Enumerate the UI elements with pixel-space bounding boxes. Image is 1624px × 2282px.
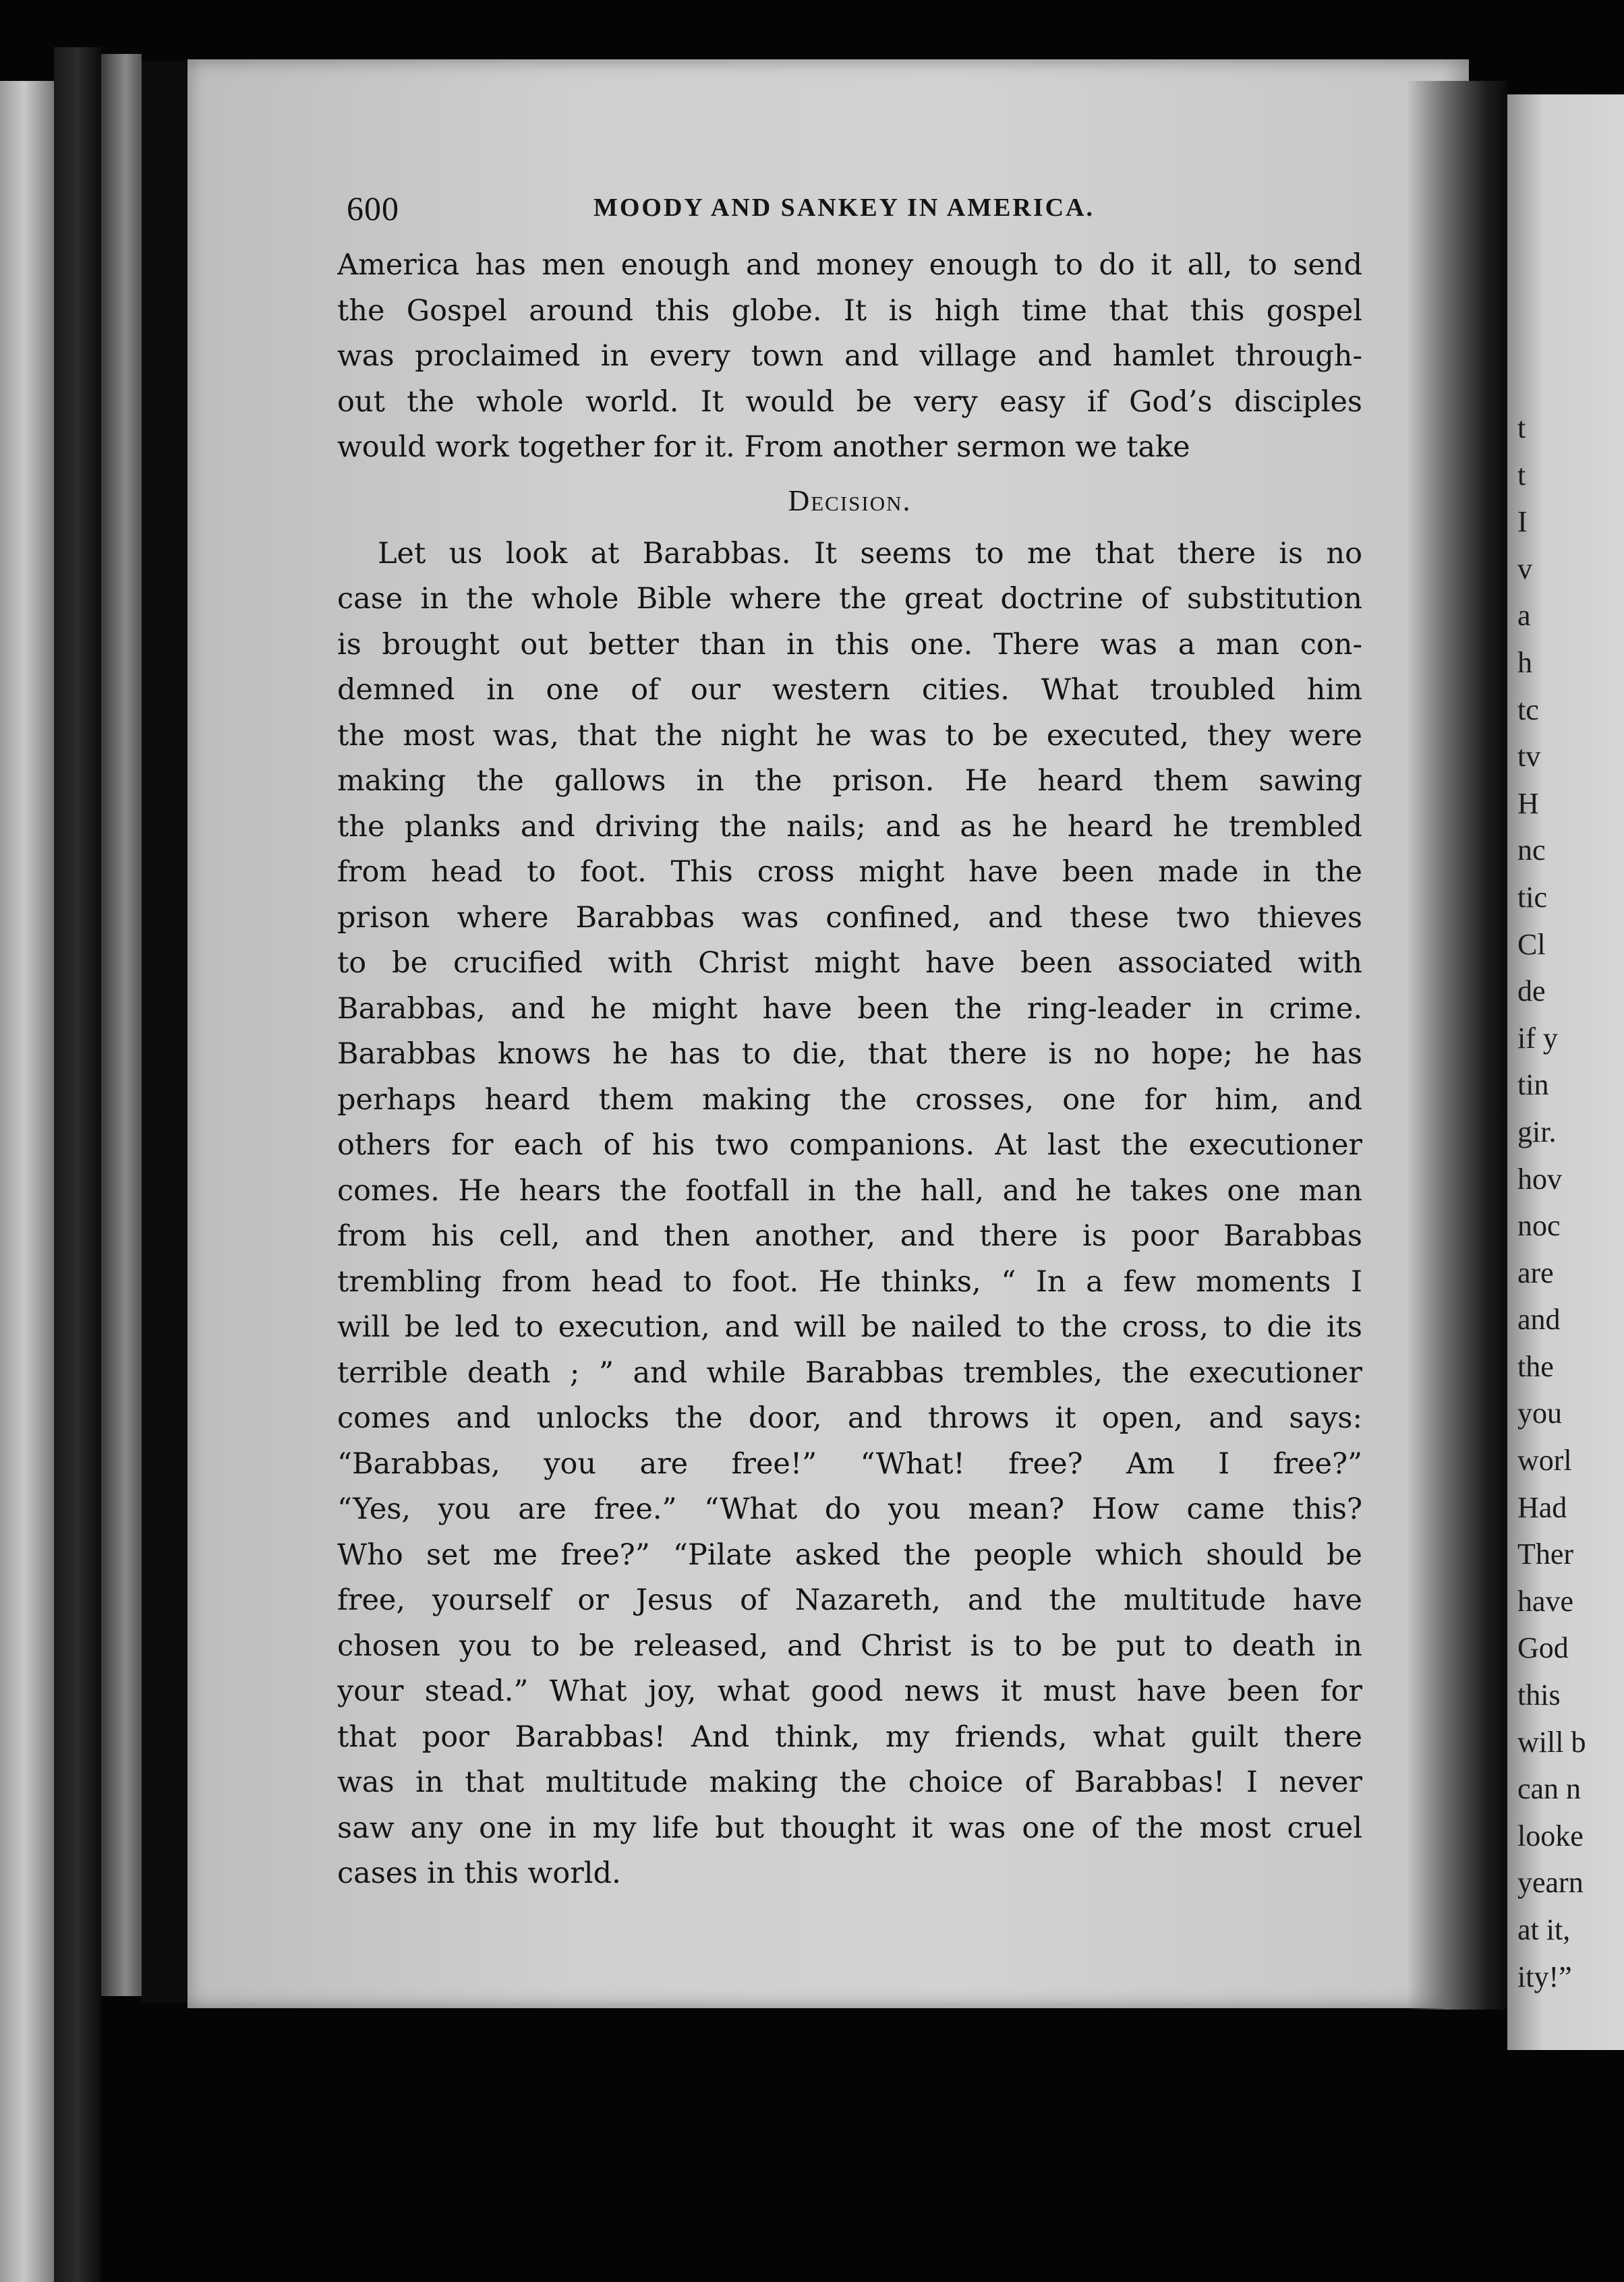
running-head <box>337 189 1362 243</box>
paragraph-intro <box>337 243 1362 471</box>
adjacent-text-fragment: yearn <box>1517 1866 1584 1900</box>
adjacent-text-fragment: at it, <box>1517 1913 1571 1946</box>
adjacent-text-fragment: hov <box>1517 1162 1562 1196</box>
text-line: the most was, that the night he was to be executed, they were <box>337 718 1362 753</box>
text-line: America has men enough and money enough to do it all, to send <box>337 248 1362 282</box>
adjacent-text-fragment: a <box>1517 599 1531 633</box>
text-line: Barabbas, and he might have been the ring-leader in crime. <box>337 991 1362 1026</box>
adjacent-text-fragment: Had <box>1517 1490 1567 1524</box>
page-number: 600 <box>347 189 399 227</box>
adjacent-text-fragment: looke <box>1517 1819 1584 1852</box>
text-line: the Gospel around this globe. It is high time that this gospel <box>337 293 1362 328</box>
text-line: is brought out better than in this one. There was a man con- <box>337 627 1362 662</box>
text-line: others for each of his two companions. At last the executioner <box>337 1128 1362 1162</box>
text-line: demned in one of our western cities. What troubled him <box>337 673 1362 707</box>
adjacent-text-fragment: de <box>1517 974 1546 1008</box>
text-line: saw any one in my life but thought it was one of the most cruel <box>337 1811 1362 1845</box>
text-line: chosen you to be released, and Christ is to be put to death in <box>337 1629 1362 1663</box>
adjacent-text-fragment: tc <box>1517 693 1539 726</box>
adjacent-text-fragment: tv <box>1517 740 1541 773</box>
text-line: “Yes, you are free.” “What do you mean? How came this? <box>337 1492 1362 1526</box>
page-content <box>337 189 1362 1897</box>
adjacent-text-fragment: God <box>1517 1631 1569 1665</box>
text-line: Barabbas knows he has to die, that there is no hope; he has <box>337 1037 1362 1071</box>
text-line: free, yourself or Jesus of Nazareth, and the multitude have <box>337 1583 1362 1617</box>
adjacent-text-fragment: tic <box>1517 880 1547 914</box>
adjacent-text-fragment: can n <box>1517 1772 1582 1806</box>
text-line: cases in this world. <box>337 1856 621 1890</box>
text-line: will be led to execution, and will be nailed to the cross, to die its <box>337 1310 1362 1344</box>
section-heading: Decision. <box>788 484 912 517</box>
adjacent-text-fragment: you <box>1517 1397 1562 1430</box>
text-line: comes and unlocks the door, and throws it open, and says: <box>337 1401 1362 1435</box>
text-line: your stead.” What joy, what good news it must have been for <box>337 1674 1362 1708</box>
text-line: to be crucified with Christ might have been associated with <box>337 946 1362 980</box>
text-line: that poor Barabbas! And think, my friends, what guilt there <box>337 1720 1362 1754</box>
adjacent-text-fragment: Cl <box>1517 927 1546 961</box>
adjacent-text-fragment: nc <box>1517 833 1546 867</box>
text-line: case in the whole Bible where the great doctrine of substitution <box>337 582 1362 616</box>
adjacent-text-fragment: ity!” <box>1517 1960 1572 1993</box>
running-title: MOODY AND SANKEY IN AMERICA. <box>593 194 1095 222</box>
adjacent-text-fragment: noc <box>1517 1209 1561 1243</box>
adjacent-text-fragment: v <box>1517 552 1532 585</box>
text-line: trembling from head to foot. He thinks, “ In a few moments I <box>337 1264 1362 1299</box>
adjacent-text-fragment: tin <box>1517 1068 1549 1102</box>
book-edge-left <box>0 81 54 2282</box>
text-line: perhaps heard them making the crosses, one for him, and <box>337 1082 1362 1117</box>
text-line: terrible death ; ” and while Barabbas trembles, the executioner <box>337 1355 1362 1390</box>
text-line: from his cell, and then another, and there is poor Barabbas <box>337 1219 1362 1253</box>
adjacent-text-fragment: I <box>1517 505 1528 539</box>
adjacent-text-fragment: gir. <box>1517 1115 1557 1148</box>
adjacent-text-fragment: if y <box>1517 1021 1558 1055</box>
adjacent-text-fragment: Ther <box>1517 1538 1574 1571</box>
text-line: the planks and driving the nails; and as he heard he trembled <box>337 809 1362 844</box>
adjacent-text-fragment: this <box>1517 1678 1561 1712</box>
adjacent-text-fragment: have <box>1517 1584 1574 1618</box>
adjacent-text-fragment: and <box>1517 1303 1561 1337</box>
text-line: “Barabbas, you are free!” “What! free? Am I free?” <box>337 1446 1362 1481</box>
paragraph-decision <box>337 531 1362 1897</box>
text-line: out the whole world. It would be very easy if God’s disciples <box>337 384 1362 419</box>
text-line: Let us look at Barabbas. It seems to me that there is no <box>378 536 1362 570</box>
cover-board <box>142 61 189 2003</box>
adjacent-text-fragment: h <box>1517 645 1532 679</box>
adjacent-text-fragment: are <box>1517 1256 1554 1289</box>
page-stack-edge <box>101 54 142 1996</box>
text-line: comes. He hears the footfall in the hall, and he takes one man <box>337 1173 1362 1208</box>
adjacent-text-fragment: t <box>1517 411 1526 444</box>
text-line: was proclaimed in every town and village and hamlet through- <box>337 339 1362 373</box>
adjacent-page-text <box>1517 405 1624 2000</box>
text-line: from head to foot. This cross might have been made in the <box>337 855 1362 889</box>
text-line: was in that multitude making the choice of Barabbas! I never <box>337 1765 1362 1799</box>
page-gutter-shadow <box>1406 81 1507 2010</box>
book-binding <box>54 47 101 2282</box>
text-line: Who set me free?” “Pilate asked the people which should be <box>337 1538 1362 1572</box>
adjacent-text-fragment: t <box>1517 458 1526 492</box>
adjacent-text-fragment: H <box>1517 786 1539 820</box>
adjacent-text-fragment: the <box>1517 1349 1554 1383</box>
text-line: making the gallows in the prison. He heard them sawing <box>337 764 1362 798</box>
adjacent-text-fragment: worl <box>1517 1444 1572 1478</box>
text-line: would work together for it. From another sermon we take <box>337 430 1190 464</box>
text-line: prison where Barabbas was confined, and these two thieves <box>337 900 1362 935</box>
adjacent-text-fragment: will b <box>1517 1725 1586 1759</box>
